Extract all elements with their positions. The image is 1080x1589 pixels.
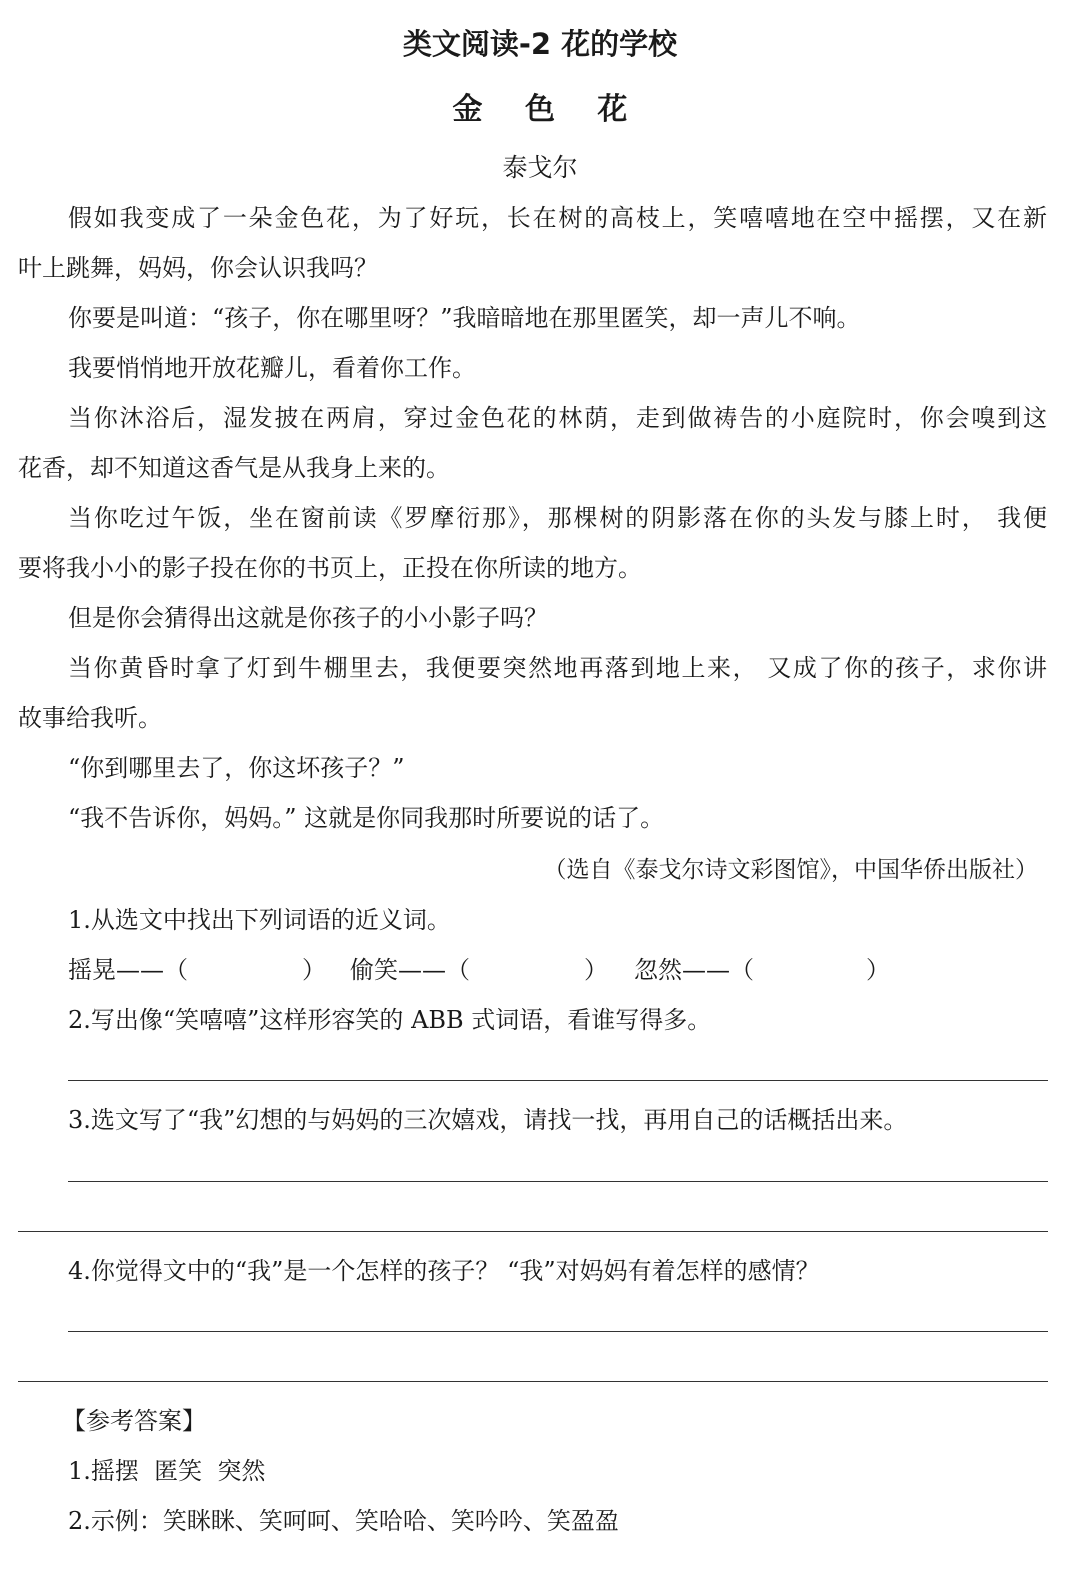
answer-2: 2.示例：笑眯眯、笑呵呵、笑哈哈、笑吟吟、笑盈盈 [68,1507,619,1535]
paragraph-5-line-1: 当你吃过午饭，坐在窗前读《罗摩衍那》，那棵树的阴影落在你的头发与膝上时， 我便 [68,504,1047,532]
poem-author: 泰戈尔 [502,153,578,182]
question-2: 2.写出像“笑嘻嘻”这样形容笑的 ABB 式词语，看谁写得多。 [68,1006,712,1034]
source-citation: （选自《泰戈尔诗文彩图馆》，中国华侨出版社） [543,857,1038,883]
paragraph-1-line-1: 假如我变成了一朵金色花，为了好玩，长在树的高枝上，笑嘻嘻地在空中摇摆，又在新 [68,204,1047,232]
paragraph-7-line-1: 当你黄昏时拿了灯到牛棚里去，我便要突然地再落到地上来， 又成了你的孩子，求你讲 [68,654,1047,682]
q1-item-1-label: 摇晃——（ [68,956,188,984]
paragraph-7-line-2: 故事给我听。 [18,704,162,732]
paragraph-4-line-2: 花香，却不知道这香气是从我身上来的。 [18,454,450,482]
question-4: 4.你觉得文中的“我”是一个怎样的孩子？ “我”对妈妈有着怎样的感情？ [68,1257,820,1285]
answer-line-q2 [68,1080,1048,1081]
q1-item-2-close: ） [584,956,608,984]
answer-line-q4-1 [68,1331,1048,1332]
paragraph-4-line-1: 当你沐浴后，湿发披在两肩，穿过金色花的林荫，走到做祷告的小庭院时，你会嗅到这 [68,404,1047,432]
q1-item-1-close: ） [302,956,326,984]
answer-1: 1.摇摆 匿笑 突然 [68,1457,266,1485]
answer-key-heading: 【参考答案】 [62,1407,206,1435]
question-3: 3.选文写了“我”幻想的与妈妈的三次嬉戏，请找一找，再用自己的话概括出来。 [68,1106,908,1134]
question-1: 1.从选文中找出下列词语的近义词。 [68,906,451,934]
paragraph-3: 我要悄悄地开放花瓣儿，看着你工作。 [68,354,476,382]
paragraph-8: “你到哪里去了，你这坏孩子？” [68,754,405,782]
worksheet-title: 类文阅读-2 花的学校 [402,27,678,61]
paragraph-5-line-2: 要将我小小的影子投在你的书页上，正投在你所读的地方。 [18,554,642,582]
paragraph-9: “我不告诉你，妈妈。” 这就是你同我那时所要说的话了。 [68,804,665,832]
answer-line-q3-2 [18,1231,1048,1232]
q1-item-3-close: ） [866,956,890,984]
answer-line-q4-2 [18,1381,1048,1382]
q1-item-3-label: 忽然——（ [634,956,754,984]
poem-title: 金 色 花 [452,92,644,127]
paragraph-1-line-2: 叶上跳舞，妈妈，你会认识我吗？ [18,254,378,282]
q1-item-2-label: 偷笑——（ [350,956,470,984]
answer-line-q3-1 [68,1181,1048,1182]
paragraph-2: 你要是叫道：“孩子，你在哪里呀？”我暗暗地在那里匿笑，却一声儿不响。 [68,304,861,332]
paragraph-6: 但是你会猜得出这就是你孩子的小小影子吗？ [68,604,548,632]
